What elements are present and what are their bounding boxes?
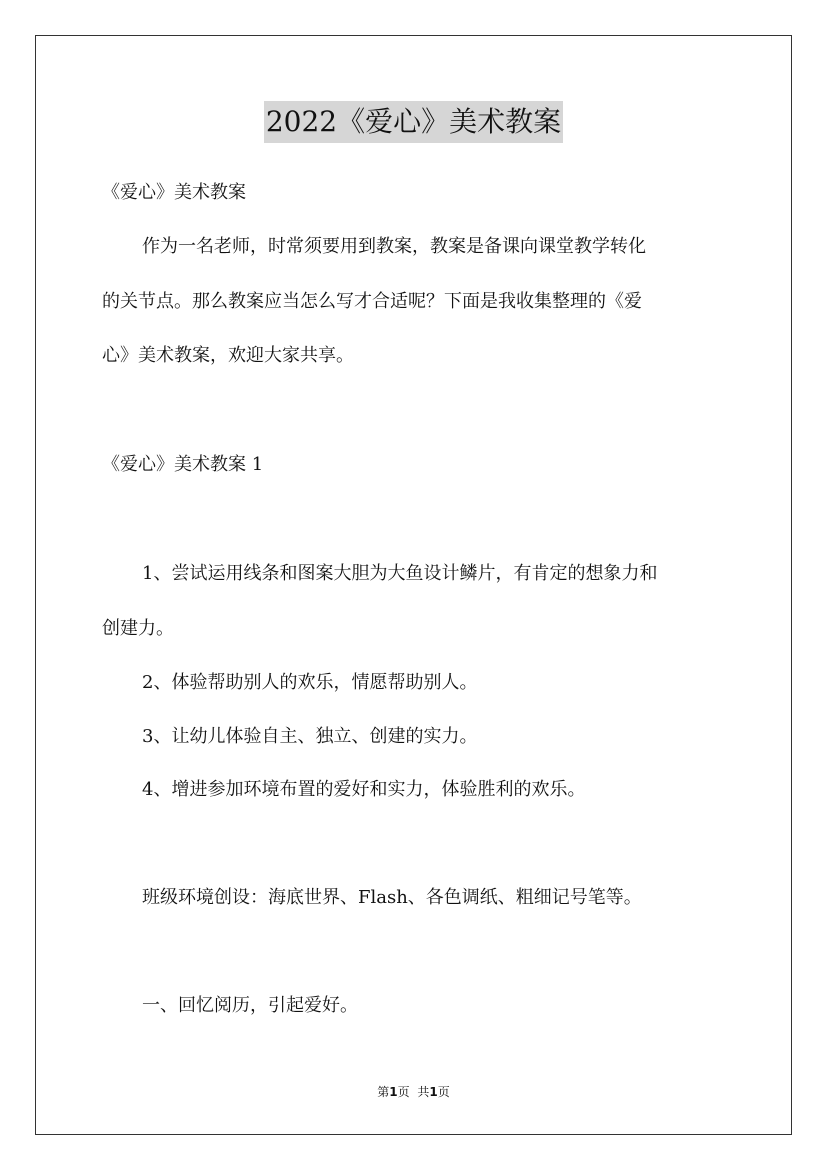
- page-footer: [0, 1084, 827, 1100]
- intro-line-1: 作为一名老师，时常须要用到教案，教案是备课向课堂教学转化: [142, 236, 646, 257]
- footer-page-prefix: 第: [377, 1085, 390, 1099]
- goal-line-3: 2、体验帮助别人的欢乐，情愿帮助别人。: [142, 672, 478, 693]
- subtitle: 《爱心》美术教案: [102, 182, 246, 203]
- section-heading: 《爱心》美术教案 1: [102, 454, 264, 475]
- footer-total-prefix: 共: [417, 1085, 430, 1099]
- footer-total-suffix: 页: [437, 1085, 450, 1099]
- intro-line-2: 的关节点。那么教案应当怎么写才合适呢？下面是我收集整理的《爱: [102, 291, 642, 312]
- goal-line-1: 1、尝试运用线条和图案大胆为大鱼设计鳞片，有肯定的想象力和: [142, 563, 658, 584]
- document-title: [0, 101, 827, 143]
- footer-page-suffix: 页: [397, 1085, 410, 1099]
- intro-line-3: 心》美术教案，欢迎大家共享。: [102, 345, 354, 366]
- process-step: 一、回忆阅历，引起爱好。: [142, 995, 358, 1016]
- footer-page-number: 1: [389, 1085, 398, 1099]
- preparation-line: 班级环境创设：海底世界、Flash、各色调纸、粗细记号笔等。: [142, 887, 642, 908]
- document-title-text: 2022《爱心》美术教案: [264, 101, 563, 143]
- goal-line-5: 4、增进参加环境布置的爱好和实力，体验胜利的欢乐。: [142, 779, 586, 800]
- goal-line-4: 3、让幼儿体验自主、独立、创建的实力。: [142, 726, 478, 747]
- goal-line-2: 创建力。: [102, 618, 174, 639]
- footer-total-number: 1: [429, 1085, 438, 1099]
